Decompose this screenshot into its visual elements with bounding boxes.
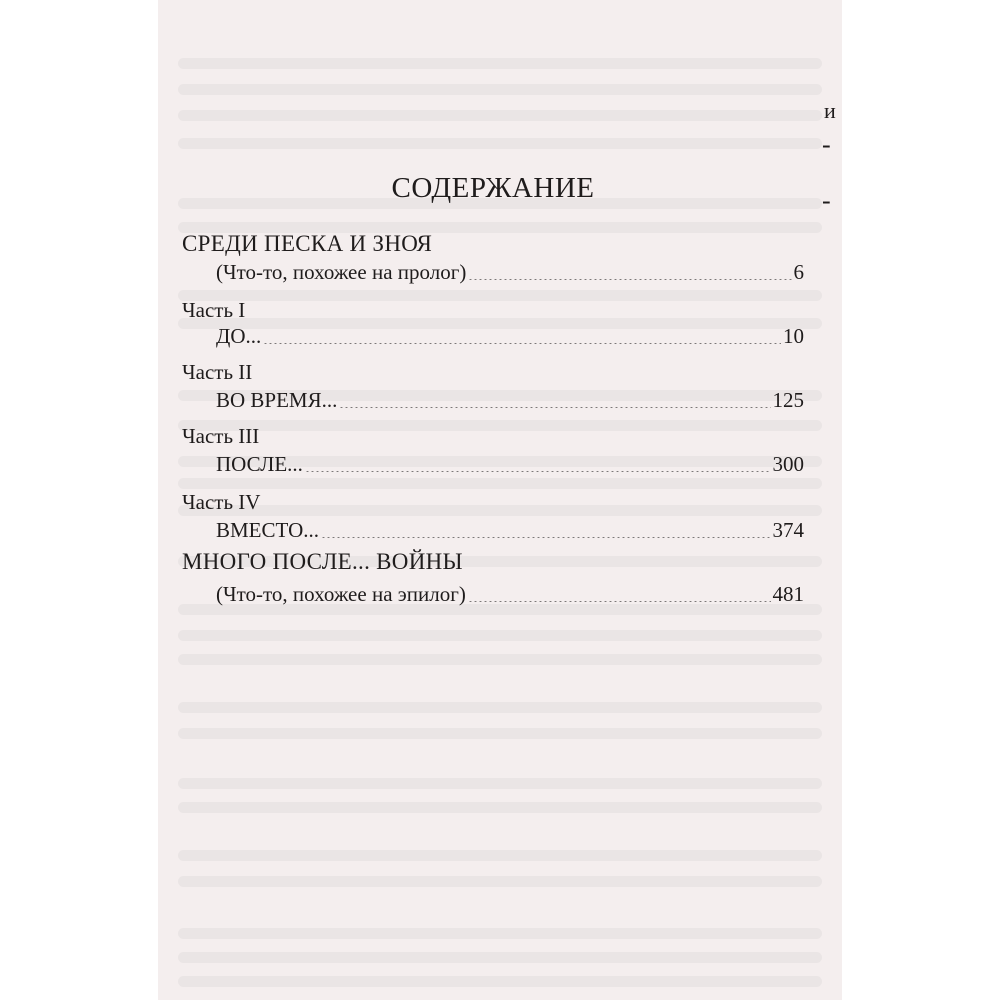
toc-section-heading: МНОГО ПОСЛЕ... ВОЙНЫ xyxy=(182,549,463,574)
toc-page-number: 481 xyxy=(772,582,804,606)
dot-leader xyxy=(321,537,771,538)
margin-mark: - xyxy=(822,186,831,215)
toc-section-heading: СРЕДИ ПЕСКА И ЗНОЯ xyxy=(182,231,433,256)
contents-title: СОДЕРЖАНИЕ xyxy=(391,172,595,204)
toc-section-heading: Часть I xyxy=(182,298,246,322)
toc-entry[interactable] xyxy=(182,514,804,546)
toc-entry[interactable] xyxy=(182,578,804,610)
toc-page-number: 374 xyxy=(772,518,804,542)
dot-leader xyxy=(339,407,770,408)
toc-entry[interactable] xyxy=(182,320,804,352)
toc-entry-label: (Что-то, похожее на эпилог) xyxy=(216,582,466,606)
toc-section-heading: Часть II xyxy=(182,360,253,384)
toc-section-heading: Часть IV xyxy=(182,490,261,514)
toc-page-number: 300 xyxy=(772,452,804,476)
toc-entry[interactable] xyxy=(182,448,804,480)
toc-page-number: 6 xyxy=(793,260,804,284)
margin-mark: - xyxy=(822,130,831,159)
toc-page-number: 125 xyxy=(772,388,804,412)
toc-entry[interactable] xyxy=(182,384,804,416)
toc-entry-label: ПОСЛЕ... xyxy=(216,452,303,476)
dot-leader xyxy=(468,279,791,280)
toc-entry-label: (Что-то, похожее на пролог) xyxy=(216,260,467,284)
toc-entry[interactable] xyxy=(182,256,804,288)
margin-mark: и xyxy=(824,98,836,123)
dot-leader xyxy=(305,471,771,472)
toc-entry-label: ВО ВРЕМЯ... xyxy=(216,388,338,412)
toc-entry-label: ВМЕСТО... xyxy=(216,518,319,542)
dot-leader xyxy=(468,601,771,602)
dot-leader xyxy=(263,343,781,344)
toc-section-heading: Часть III xyxy=(182,424,260,448)
toc-entry-label: ДО... xyxy=(216,324,262,348)
toc-page-number: 10 xyxy=(783,324,804,348)
table-of-contents xyxy=(182,0,804,1000)
